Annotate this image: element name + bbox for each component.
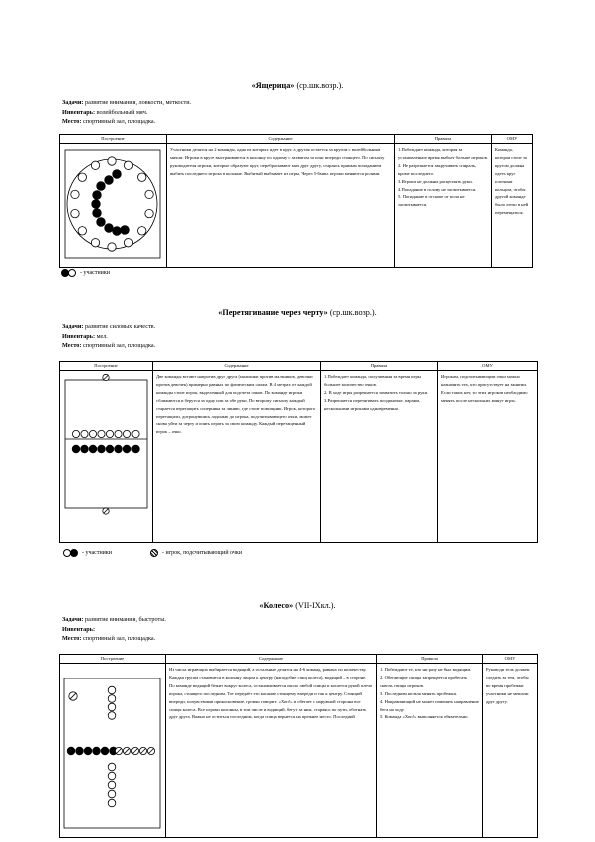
game3-title-line (0, 601, 595, 610)
game1-title-line (0, 81, 595, 90)
ring-player (124, 239, 132, 247)
spoke-bottom-player (108, 772, 116, 780)
empty-player-icon (68, 269, 76, 277)
game3-content: Из числа играющих выбирается водящий, а остальные делятся на 4-6 команд, равных по количеству. Каждая группа становится в колонну лицом к центру (наподобие спиц колеса), водящий – в стороне. По команде водящий бежит вокруг колеса, останавливается около любой спицы и касается рукой плеча игрока, стоящего последним. Тот передаёт это касание стоящему впереди и так к центру. Стоящий впереди, почувствовав прикосновение, громко говорит: «Хоп!» и обегает с наружной стороны все спицы колеса. Все игроки колонны, в том числе и водящий, бегут за ним, стараясь по пути, обогнать друг друга. Важно не оститься последним, когда спица вернется на прежнее место. Последний (166, 664, 377, 838)
game1-title: «Ящерица» (251, 81, 295, 90)
spoke-top-player (108, 703, 116, 711)
ring-player (138, 227, 146, 235)
game1-inventory-line: Инвентарь: волейбольный мяч. (62, 108, 148, 116)
game1-header-rules: Правила (395, 135, 492, 144)
game2-legend2-text: - игрок, подсчитывающий очки (162, 550, 243, 556)
column-player (105, 176, 114, 185)
game2-header-rules: Правила (321, 362, 438, 371)
column-player (113, 170, 122, 179)
game1-legend (61, 269, 110, 277)
game1-formation-diagram (63, 148, 162, 260)
ring-player (78, 227, 86, 235)
game2-rules: 1.Побеждает команда, получившая за время игры большее количество очков. 2. В ходе игры разрешается захватить только за руки. 3.Разрешается перетягивать поодиночке, парами, несколькими игроками одновременно. (321, 371, 438, 543)
game2-place-line: Место: спортивный зал, площадка. (62, 342, 156, 350)
team-white-player (106, 430, 113, 437)
game3-omu: Руководи тель должен следить за тем, чтобы во время пробежки участники не мешали друг другу. (483, 664, 538, 838)
ring-player (108, 243, 116, 251)
column-player (97, 218, 106, 227)
hatched-scorer-icon (150, 549, 158, 557)
filled-player-icon (70, 549, 78, 557)
team-black-player (132, 445, 140, 453)
game2-header-formation: Построение (60, 362, 153, 371)
team-white-player (81, 430, 88, 437)
game1-header-content: Содержание (167, 135, 395, 144)
ring-player (71, 190, 79, 198)
game3-title: «Колесо» (259, 601, 294, 610)
game3-task-line: Задачи: развитие внимания, быстроты. (62, 616, 166, 623)
ring-player (91, 239, 99, 247)
game1-meta (62, 98, 191, 127)
game2-title: «Перетягивание через черту» (218, 308, 328, 317)
game2-court (65, 380, 147, 508)
spoke-left-player (67, 747, 75, 755)
team-black-player (89, 445, 97, 453)
game2-header-omu: ОМУ (438, 362, 538, 371)
spoke-top-player (108, 686, 116, 694)
game1-header-formation: Построение (60, 135, 167, 144)
spoke-left-player (101, 747, 109, 755)
spoke-left-player (93, 747, 101, 755)
spoke-bottom-player (108, 790, 116, 798)
team-black-player (106, 445, 114, 453)
ring-player (124, 161, 132, 169)
game2-age: (ср.шк.возр.). (329, 308, 377, 317)
spoke-top-player (108, 712, 116, 720)
game1-table (59, 134, 533, 268)
column-player (93, 191, 102, 200)
game3-rules: 1. Побеждают те, кто ни разу не был водящим. 2. Обегающие спицы запрещается пробегать сквозь спицы игроков. 3. Последним нельзя менять пробежки. 4. Направляющий не может изменять направление бега на ходу. 5. Команда «Хоп!» выполняется обязательно. (377, 664, 483, 838)
ring-player (145, 190, 153, 198)
game2-omu: Игрокам, подсчитывающим очки можно назначить тех, кто присутствует на занятии. Если таких нет, то этих игроков необходимо менять после нескольких минут игры. (438, 371, 538, 543)
team-black-player (98, 445, 106, 453)
game1-legend-text: - участники (80, 270, 111, 276)
team-black-player (81, 445, 89, 453)
game3-place-line: Место: спортивный зал, площадка. (62, 635, 156, 643)
game3-age: (VII-IXкл.). (295, 601, 336, 610)
game2-header-content: Содержание (153, 362, 321, 371)
game1-omu: Команда, которая стоит за кругом должна одеть круг плотным кольцом, чтобы другой команде было легко в ней перемещаться. (492, 144, 533, 268)
game2-inventory-line: Инвентарь: мел. (62, 332, 108, 340)
column-player (105, 224, 114, 233)
game3-header-content: Содержание (166, 655, 377, 664)
game2-formation-cell (60, 371, 153, 543)
team-white-player (123, 430, 130, 437)
game3-formation-diagram (63, 678, 161, 830)
ring-player (78, 173, 86, 181)
game2-legend-text: - участники (82, 550, 113, 556)
game1-age: (ср.шк.возр.). (296, 81, 344, 90)
game3-header-omu: ОМУ (483, 655, 538, 664)
team-white-player (115, 430, 122, 437)
spoke-bottom-player (108, 763, 116, 771)
game1-rules: 1.Побеждает команда, которая за установленное время выбьет больше игроков. 2. Не разрешается закручивать спираль, кроме последнего. 3.Игроки не должны расцеплять руки. 4.Попадание в голову не засчитывается. 5. Попадание в отскоке от пола не засчитывается. (395, 144, 492, 268)
game1-task-line: Задачи: развитие внимания, ловкости, меткости. (62, 99, 192, 106)
game1-formation-cell (60, 144, 167, 268)
spoke-left-player (76, 747, 84, 755)
game1-header-omu: ОМУ (492, 135, 533, 144)
game3-header-rules: Правила (377, 655, 483, 664)
ring-player (138, 173, 146, 181)
ring-player (108, 157, 116, 165)
game1-place-line: Место: спортивный зал, площадка. (62, 118, 156, 126)
column-player (97, 182, 106, 191)
game3-formation-cell (60, 664, 166, 838)
ring-player (91, 161, 99, 169)
team-white-player (72, 430, 79, 437)
game2-formation-diagram (63, 374, 149, 539)
game3-table (59, 654, 538, 838)
team-black-player (115, 445, 123, 453)
game3-header-formation: Построение (60, 655, 166, 664)
game2-meta (62, 322, 155, 351)
team-black-player (72, 445, 80, 453)
game3-meta (62, 615, 166, 644)
team-white-player (98, 430, 105, 437)
team-white-player (132, 430, 139, 437)
game2-title-line (0, 308, 595, 317)
column-player (92, 200, 101, 209)
ring-player (71, 209, 79, 217)
ring-player (145, 209, 153, 217)
team-black-player (123, 445, 131, 453)
game2-content: Две команды встают напротив друг друга (мальчики против мальчиков, девочки против девочек) примерно равных по физическим силам. В 4 метрах от каждой команды стоит игрок, выделенный для подсчета очков. По команде игроки сближаются и берутся за одну или за обе руки. По второму сигналу каждый старается перетащить соперника за линию, где стоит помощник. Игрок, которого перетащили, дотронувшись ладонью до игрока, подсчитывающего очки, может снова уйти за черту и опять играть за свою команду. Каждый перетащенный игрок – очко. (153, 371, 321, 543)
team-white-player (89, 430, 96, 437)
game1-content: Участники делятся на 2 команды, одна из которых идет в круг, а другая остается за кругом с волейбольным мячом. Игроки в круге выстраиваются в колонну по одному с захватом за пояс впереди стоящего. По сигналу руководителя игроки, которые образуют круг, перебрасывают мяч друг другу, стараясь прямым попаданием выбить последнего игрока в колонне. Выбитый выбывает из игры. Через 5-6мин. игроки меняются ролями. (167, 144, 395, 268)
game2-task-line: Задачи: развитие силовых качеств. (62, 323, 156, 330)
spoke-top-player (108, 695, 116, 703)
game3-inventory-line: Инвентарь: (62, 625, 96, 633)
column-player (121, 226, 130, 235)
column-player (93, 209, 102, 218)
game2-legend (63, 549, 242, 557)
game2-table (59, 361, 538, 543)
spoke-bottom-player (108, 799, 116, 807)
column-player (113, 227, 122, 236)
spoke-left-player (84, 747, 92, 755)
spoke-bottom-player (108, 781, 116, 789)
